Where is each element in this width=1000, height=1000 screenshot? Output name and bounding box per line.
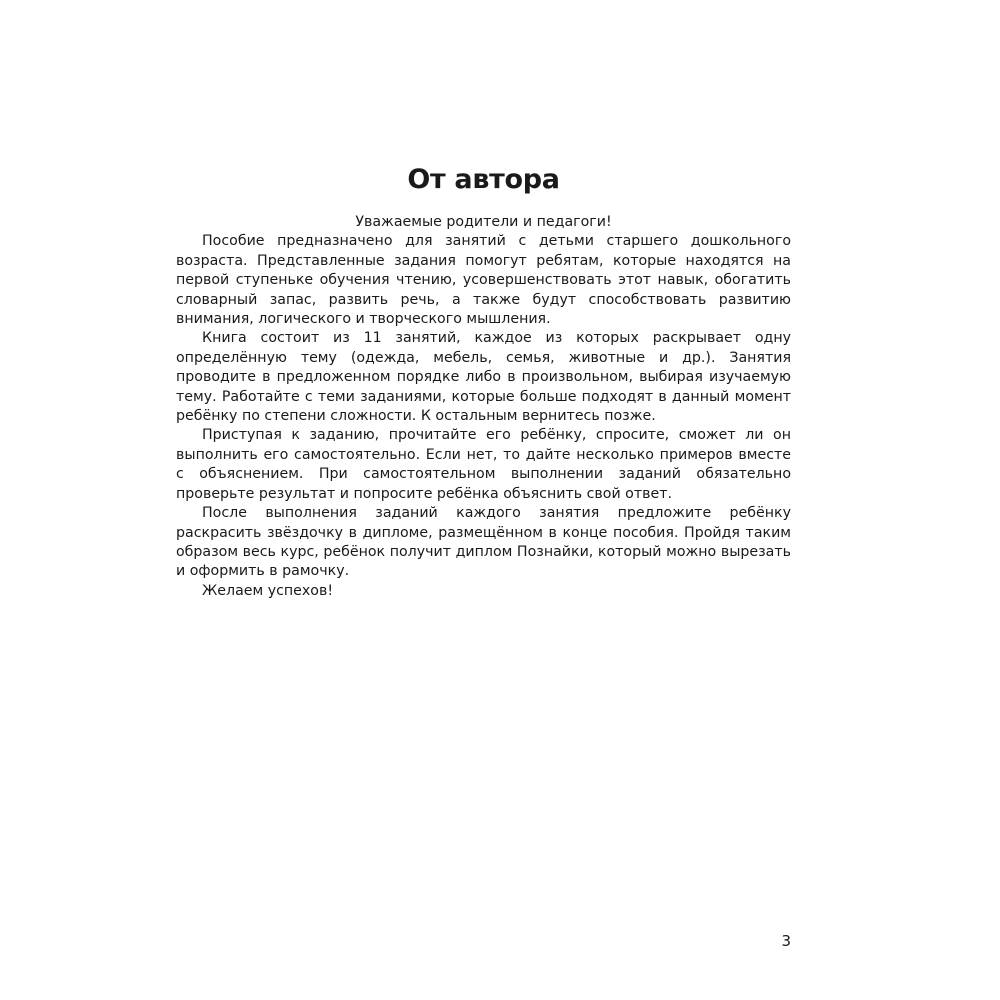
- paragraph-closing: Желаем успехов!: [202, 582, 334, 599]
- page-number: 3: [781, 932, 791, 950]
- greeting-line: Уважаемые родители и педагоги!: [355, 214, 612, 230]
- paragraph-purpose: Пособие предназначено для занятий с детьми старшего дошкольного возраста. Представленные задания помогут ребятам, которые находятся на первой ступеньке обучения чтению, усовершенствовать этот навык, обогатить словарный запас, развить речь, а также будут способствовать развитию внимания, логического и творческого мышления.: [176, 233, 791, 328]
- author-foreword: [176, 213, 791, 601]
- paragraph-structure: Книга состоит из 11 занятий, каждое из которых раскрывает одну определённую тему (одежда, мебель, семья, животные и др.). Занятия проводите в предложенном порядке либо в произвольном, выбирая изучаемую тему. Работайте с теми заданиями, которые больше подходят в данный момент ребёнку по степени сложности. К остальным вернитесь позже.: [176, 330, 791, 425]
- paragraph-diploma: После выполнения заданий каждого занятия предложите ребёнку раскрасить звёздочку в дипломе, размещённом в конце пособия. Пройдя таким образом весь курс, ребёнок получит диплом Познайки, который можно вырезать и оформить в рамочку.: [176, 505, 791, 580]
- page-title: От автора: [407, 164, 560, 195]
- paragraph-instructions: Приступая к заданию, прочитайте его ребёнку, спросите, сможет ли он выполнить его самостоятельно. Если нет, то дайте несколько примеров вместе с объяснением. При самостоятельном выполнении заданий обязательно проверьте результат и попросите ребёнка объяснить свой ответ.: [176, 427, 791, 502]
